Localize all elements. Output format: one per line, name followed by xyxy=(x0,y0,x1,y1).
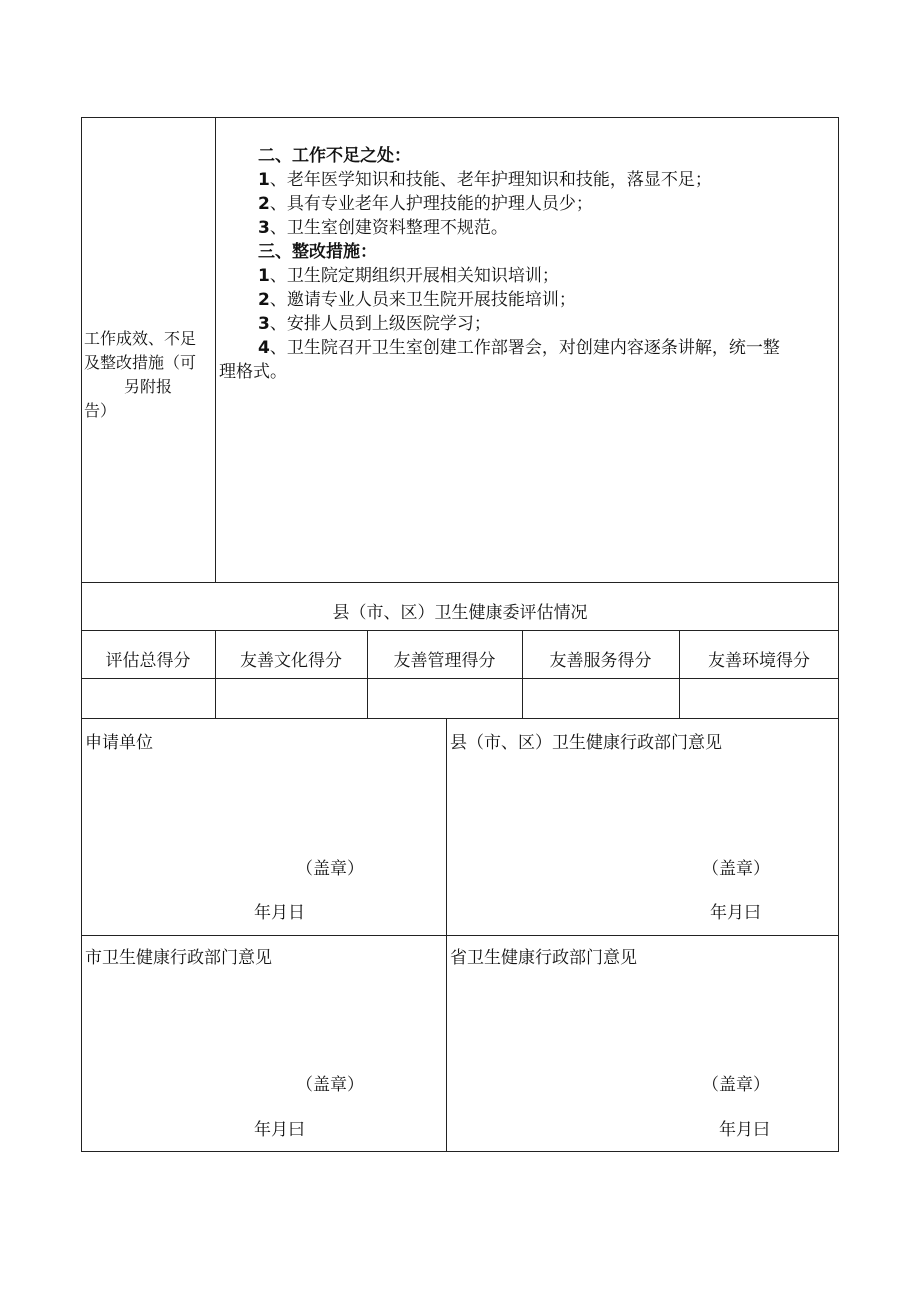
item-number: 4 xyxy=(258,338,270,358)
county-seal: （盖章） xyxy=(702,859,770,879)
province-date: 年月曰 xyxy=(719,1120,770,1140)
score-header-border xyxy=(81,678,839,679)
header-management-score: 友善管理得分 xyxy=(393,651,496,671)
evaluation-title-border xyxy=(81,630,839,631)
score-col-divider-4 xyxy=(679,630,680,719)
county-date: 年月曰 xyxy=(710,903,761,923)
item-number: 2 xyxy=(258,290,270,310)
applicant-title: 申请单位 xyxy=(85,733,153,753)
opinion-row-divider xyxy=(81,935,839,936)
score-col-divider-1 xyxy=(215,630,216,719)
score-row-border xyxy=(81,718,839,719)
city-opinion-title: 市卫生健康行政部门意见 xyxy=(85,948,272,968)
province-opinion-title: 省卫生健康行政部门意见 xyxy=(450,948,637,968)
item-number: 1 xyxy=(258,266,270,286)
measure-item-2 xyxy=(258,288,576,312)
item-number: 3 xyxy=(258,314,270,334)
row1-column-divider xyxy=(215,117,216,582)
city-seal: （盖章） xyxy=(296,1075,364,1095)
item-text: 、老年医学知识和技能、老年护理知识和技能，落显不足； xyxy=(269,170,712,190)
deficiency-item-1 xyxy=(258,168,712,192)
row1-label-line4: 告） xyxy=(84,401,117,420)
applicant-date: 年月日 xyxy=(254,903,305,923)
item-number: 3 xyxy=(258,218,270,238)
header-environment-score: 友善环境得分 xyxy=(708,651,810,671)
measures-heading: 三、整改措施： xyxy=(258,242,377,262)
item-text: 、安排人员到上级医院学习； xyxy=(269,314,491,334)
deficiency-heading: 二、工作不足之处： xyxy=(258,146,411,166)
header-culture-score: 友善文化得分 xyxy=(240,651,342,671)
city-date: 年月曰 xyxy=(254,1120,305,1140)
measure-item-1 xyxy=(258,264,559,288)
item-number: 1 xyxy=(258,170,270,190)
row1-label-line3: 另附报 xyxy=(124,377,173,396)
province-seal: （盖章） xyxy=(702,1075,770,1095)
row1-label-line2: 及整改措施（可 xyxy=(84,353,197,372)
score-col-divider-2 xyxy=(367,630,368,719)
deficiency-item-2 xyxy=(258,192,593,216)
item-text: 、卫生院定期组织开展相关知识培训； xyxy=(269,266,559,286)
deficiency-item-3 xyxy=(258,216,508,240)
row1-label-line1: 工作成效、不足 xyxy=(84,329,197,348)
county-opinion-title: 县（市、区）卫生健康行政部门意见 xyxy=(450,733,722,753)
row1-bottom-border xyxy=(81,582,839,583)
item-number: 2 xyxy=(258,194,270,214)
measure-item-3 xyxy=(258,312,491,336)
item-text: 、邀请专业人员来卫生院开展技能培训； xyxy=(269,290,576,310)
evaluation-title: 县（市、区）卫生健康委评估情况 xyxy=(332,603,588,623)
item-text: 、具有专业老年人护理技能的护理人员少； xyxy=(269,194,593,214)
item-text: 、卫生室创建资料整理不规范。 xyxy=(269,218,508,238)
applicant-seal: （盖章） xyxy=(296,859,364,879)
measure-item-4 xyxy=(258,336,780,360)
header-service-score: 友善服务得分 xyxy=(549,651,652,671)
item-text: 、卫生院召开卫生室创建工作部署会，对创建内容逐条讲解，统一整 xyxy=(269,338,780,358)
measure-item-4-continuation: 理格式。 xyxy=(219,362,287,382)
header-total-score: 评估总得分 xyxy=(105,651,191,671)
score-col-divider-3 xyxy=(522,630,523,719)
